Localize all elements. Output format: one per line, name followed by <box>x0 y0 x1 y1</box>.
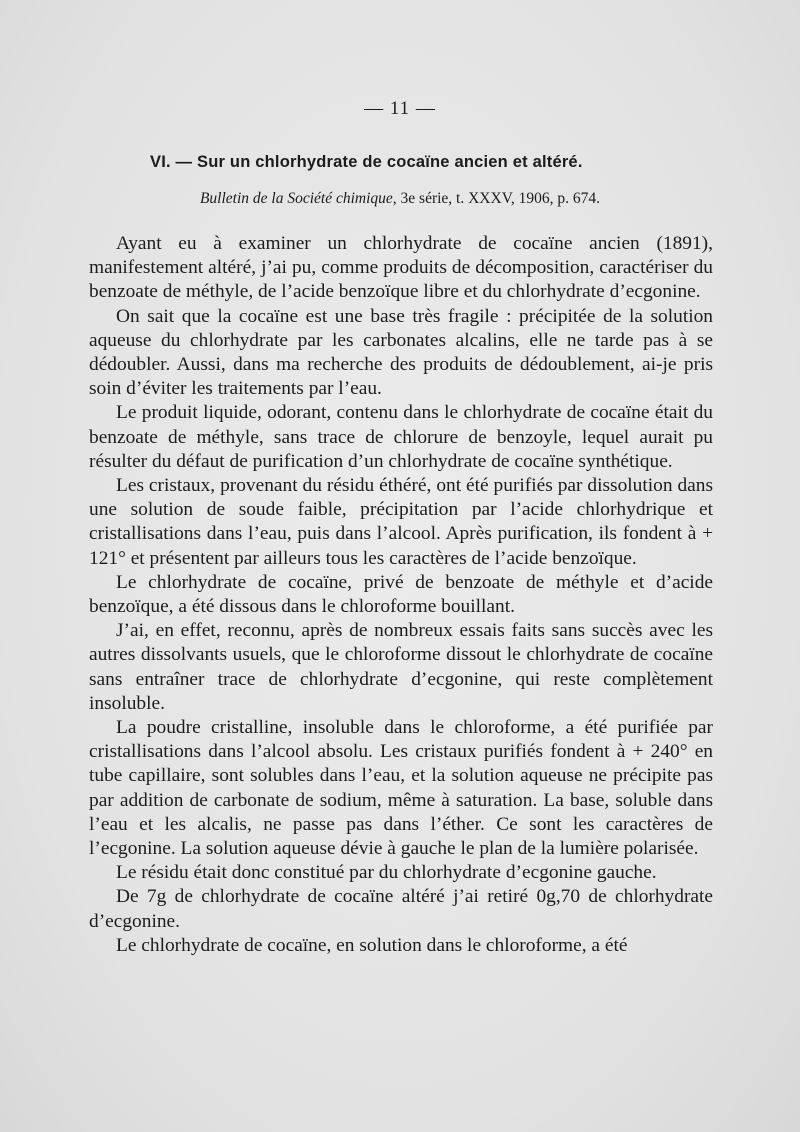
citation <box>0 190 800 208</box>
paragraph: Le produit liquide, odorant, contenu dans le chlorhydrate de cocaïne était du benzoate de méthyle, sans trace de chlorure de benzoyle, lequel aurait pu résulter du défaut de purification d’un chlorhydrate de cocaïne synthétique. <box>89 402 713 472</box>
paragraph: Le chlorhydrate de cocaïne, en solution dans le chloroforme, a été <box>116 934 628 956</box>
paragraph: Le résidu était donc constitué par du chlorhydrate d’ecgonine gauche. <box>116 862 657 884</box>
page-number: — 11 — <box>364 98 436 119</box>
paragraph: De 7g de chlorhydrate de cocaïne altéré j’ai retiré 0g,70 de chlorhydrate d’ecgonine. <box>89 886 713 932</box>
paragraph: Le chlorhydrate de cocaïne, privé de benzoate de méthyle et d’acide benzoïque, a été dissous dans le chloroforme bouillant. <box>89 571 713 618</box>
citation-details: 3e série, t. XXXV, 1906, p. 674. <box>400 190 601 207</box>
paragraph: On sait que la cocaïne est une base très fragile : précipitée de la solution aqueuse du chlorhydrate par les carbonates alcalins, elle ne tarde pas à se dédoubler. Aussi, dans ma recherche des produits de dédoublement, ai-je pris soin d’éviter les traitements par l’eau. <box>89 305 713 400</box>
paragraph: Les cristaux, provenant du résidu éthéré, ont été purifiés par dissolution dans une solution de soude faible, précipitation par l’acide chlorhydrique et cristallisations dans l’eau, puis dans l’alcool. Après purification, ils fondent à + 121° et présentent par ailleurs tous les caractères de l’acide benzoïque. <box>89 475 713 569</box>
paragraph: La poudre cristalline, insoluble dans le chloroforme, a été purifiée par cristallisations dans l’alcool absolu. Les cristaux purifiés fondent à + 240° en tube capillaire, sont solubles dans l’eau, et la solution aqueuse ne précipite pas par addition de carbonate de sodium, même à saturation. La base, soluble dans l’eau et les alcalis, ne passe pas dans l’éther. Ce sont les caractères de l’ecgonine. La solution aqueuse dévie à gauche le plan de la lumière polarisée. <box>89 717 713 860</box>
citation-journal: Bulletin de la Société chimique, <box>199 190 397 207</box>
body-text <box>89 232 713 958</box>
section-title: VI. — Sur un chlorhydrate de cocaïne ancien et altéré. <box>150 153 583 171</box>
paragraph: Ayant eu à examiner un chlorhydrate de cocaïne ancien (1891), manifestement altéré, j’ai pu, comme produits de décomposition, caractériser du benzoate de méthyle, de l’acide benzoïque libre et du chlorhydrate d’ecgonine. <box>89 233 713 303</box>
paragraph: J’ai, en effet, reconnu, après de nombreux essais faits sans succès avec les autres dissolvants usuels, que le chloroforme dissout le chlorhydrate de cocaïne sans entraîner trace de chlorhydrate d’ecgonine, qui reste complètement insoluble. <box>89 620 713 714</box>
